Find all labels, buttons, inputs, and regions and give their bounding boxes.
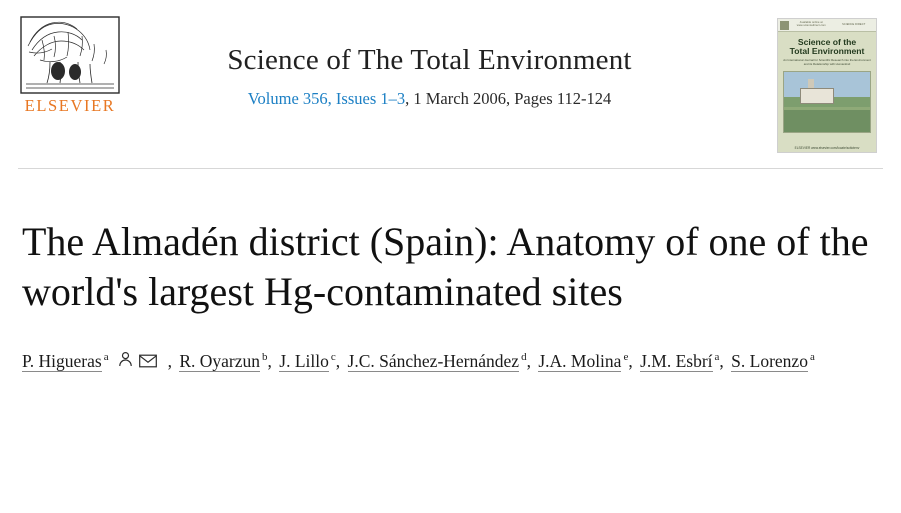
author-affiliation-marker[interactable]: a	[809, 350, 815, 363]
cover-journal-name-line2: Total Environment	[789, 46, 865, 57]
cover-journal-name	[778, 32, 876, 59]
author-item	[179, 351, 267, 371]
cover-masthead-right-text: SCIENCE DIRECT	[842, 22, 866, 26]
header-divider	[18, 168, 883, 169]
author-name[interactable]: R. Oyarzun	[179, 350, 261, 371]
author-affiliation-marker[interactable]: d	[521, 350, 527, 363]
cover-masthead-left-text: Available online at www.sciencedirect.com	[796, 21, 826, 27]
issue-date-pages: , 1 March 2006, Pages 112-124	[405, 89, 612, 109]
author-separator: ,	[526, 350, 531, 371]
author-affiliation-marker[interactable]: b	[262, 350, 268, 363]
author-item	[538, 351, 628, 371]
volume-issue-link[interactable]: Volume 356, Issues 1–3	[247, 89, 406, 109]
author-item	[348, 351, 527, 371]
publisher-logo[interactable]	[18, 16, 122, 116]
article-block	[22, 190, 879, 380]
journal-title: Science of The Total Environment	[227, 44, 632, 76]
author-item	[731, 351, 815, 371]
author-affiliation-marker[interactable]: e	[623, 350, 629, 363]
publisher-wordmark: ELSEVIER	[24, 96, 116, 115]
cover-masthead-mark	[780, 21, 789, 30]
author-name[interactable]: P. Higueras	[22, 350, 102, 371]
author-separator: ,	[267, 350, 272, 371]
author-separator: ,	[719, 350, 724, 371]
journal-info	[122, 14, 777, 109]
author-affiliation-marker[interactable]: a	[714, 350, 720, 363]
journal-cover-image[interactable]	[777, 18, 877, 153]
article-title: The Almadén district (Spain): Anatomy of one of the world's largest Hg-contaminated sites	[22, 218, 869, 314]
cover-masthead	[778, 19, 876, 32]
cover-photo	[783, 71, 871, 133]
cover-photo-water	[784, 110, 870, 132]
author-name[interactable]: S. Lorenzo	[731, 350, 808, 371]
author-item	[279, 351, 335, 371]
cover-subtitle: An International Journal for Scientific Research into the Environment and its Relationship with Humankind	[783, 57, 871, 66]
journal-header	[0, 0, 901, 158]
author-separator: ,	[335, 350, 341, 371]
elsevier-tree-logo-icon	[20, 16, 120, 94]
author-list	[22, 344, 879, 380]
author-affiliation-marker[interactable]: c	[330, 350, 336, 363]
cover-journal-name-line1: Science of the	[797, 37, 857, 47]
author-name[interactable]: J.A. Molina	[538, 350, 622, 371]
author-name[interactable]: J. Lillo	[279, 350, 329, 371]
author-contact-icons	[117, 345, 162, 380]
author-name[interactable]: J.M. Esbrí	[640, 350, 713, 371]
envelope-icon[interactable]	[139, 354, 157, 368]
cover-footer: ELSEVIER www.elsevier.com/locate/scitotenv	[794, 145, 860, 150]
person-icon[interactable]	[117, 351, 134, 368]
journal-issue-line	[122, 89, 737, 109]
author-name[interactable]: J.C. Sánchez-Hernández	[347, 350, 520, 371]
author-item	[640, 351, 719, 371]
author-separator: ,	[628, 350, 633, 371]
author-affiliation-marker[interactable]: a	[103, 350, 109, 363]
cover-photo-building	[800, 88, 834, 104]
author-separator: ,	[167, 350, 172, 371]
author-item	[22, 351, 109, 371]
